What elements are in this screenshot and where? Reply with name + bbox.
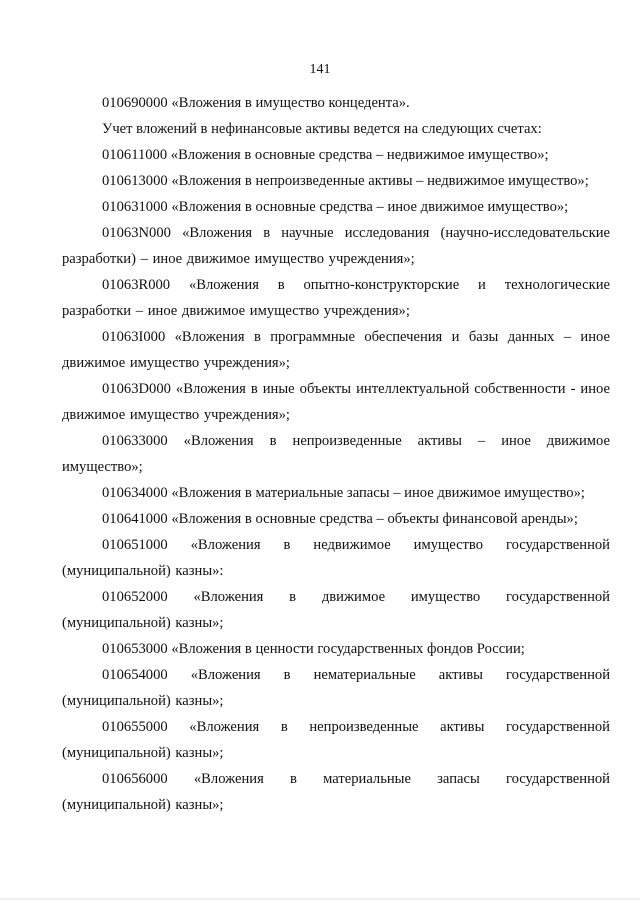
- paragraph-account-010654000: 010654000 «Вложения в нематериальные активы государственной (муниципальной) казны»;: [62, 667, 610, 709]
- paragraph-intro-accounts: Учет вложений в нефинансовые активы ведется на следующих счетах:: [102, 121, 542, 137]
- paragraph-account-010653000: 010653000 «Вложения в ценности государственных фондов России;: [102, 641, 525, 657]
- paragraph-account-01063D000: 01063D000 «Вложения в иные объекты интеллектуальной собственности - иное движимое имущество учреждения»;: [62, 381, 610, 423]
- paragraph-account-01063I000: 01063I000 «Вложения в программные обеспечения и базы данных – иное движимое имущество учреждения»;: [62, 329, 610, 371]
- paragraph-account-010652000: 010652000 «Вложения в движимое имущество государственной (муниципальной) казны»;: [62, 589, 610, 631]
- paragraph-account-010611000: 010611000 «Вложения в основные средства – недвижимое имущество»;: [102, 147, 549, 163]
- document-body: [62, 90, 610, 818]
- paragraph-account-010633000: 010633000 «Вложения в непроизведенные активы – иное движимое имущество»;: [62, 433, 610, 475]
- page-bottom-edge: [0, 898, 640, 900]
- paragraph-account-010690000: 010690000 «Вложения в имущество концедента».: [102, 95, 410, 111]
- paragraph-account-01063R000: 01063R000 «Вложения в опытно-конструкторские и технологические разработки – иное движимое имущество учреждения»;: [62, 277, 610, 319]
- paragraph-account-010613000: 010613000 «Вложения в непроизведенные активы – недвижимое имущество»;: [102, 173, 589, 189]
- page-number: 141: [309, 62, 331, 77]
- paragraph-account-01063N000: 01063N000 «Вложения в научные исследования (научно-исследовательские разработки) – иное движимое имущество учреждения»;: [62, 225, 610, 267]
- paragraph-account-010634000: 010634000 «Вложения в материальные запасы – иное движимое имущество»;: [102, 485, 585, 501]
- paragraph-account-010641000: 010641000 «Вложения в основные средства – объекты финансовой аренды»;: [102, 511, 578, 527]
- paragraph-account-010655000: 010655000 «Вложения в непроизведенные активы государственной (муниципальной) казны»;: [62, 719, 610, 761]
- paragraph-account-010631000: 010631000 «Вложения в основные средства – иное движимое имущество»;: [102, 199, 569, 215]
- paragraph-account-010651000: 010651000 «Вложения в недвижимое имущество государственной (муниципальной) казны»:: [62, 537, 610, 579]
- paragraph-account-010656000: 010656000 «Вложения в материальные запасы государственной (муниципальной) казны»;: [62, 771, 610, 813]
